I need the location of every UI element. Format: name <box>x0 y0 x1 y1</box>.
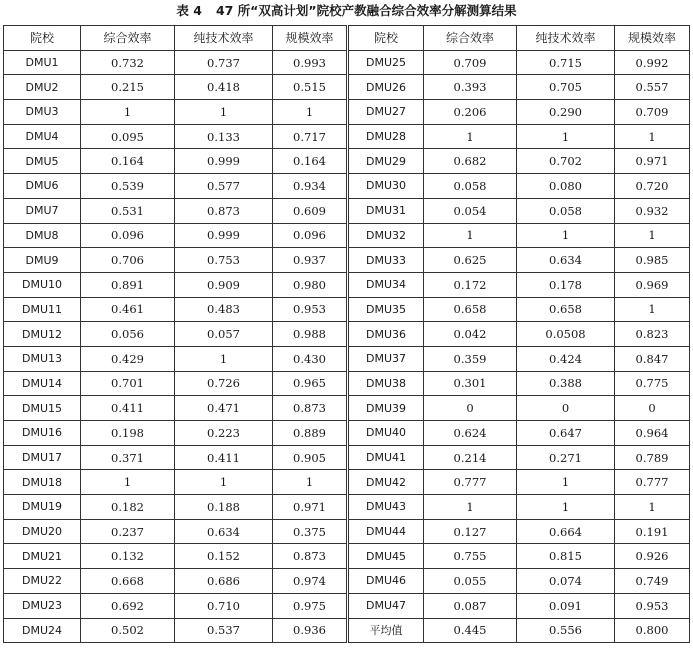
table-row <box>4 223 690 248</box>
cell-scale-efficiency: 0.965 <box>273 371 348 396</box>
cell-school: DMU32 <box>348 223 424 248</box>
cell-pure-technical-efficiency: 0.152 <box>175 544 273 569</box>
cell-scale-efficiency: 0.823 <box>615 322 690 347</box>
cell-pure-technical-efficiency: 0.664 <box>517 519 615 544</box>
cell-overall-efficiency: 0.732 <box>81 50 175 75</box>
cell-school: DMU39 <box>348 396 424 421</box>
header-scale-efficiency: 规模效率 <box>615 26 690 51</box>
cell-scale-efficiency: 0.789 <box>615 445 690 470</box>
cell-school: DMU23 <box>4 593 81 618</box>
cell-overall-efficiency: 0.502 <box>81 618 175 643</box>
header-pure-technical-efficiency: 纯技术效率 <box>175 26 273 51</box>
cell-scale-efficiency: 0.800 <box>615 618 690 643</box>
cell-pure-technical-efficiency: 0.424 <box>517 346 615 371</box>
cell-scale-efficiency: 0.889 <box>273 421 348 446</box>
cell-school: DMU15 <box>4 396 81 421</box>
cell-scale-efficiency: 0.720 <box>615 174 690 199</box>
cell-overall-efficiency: 0.182 <box>81 495 175 520</box>
cell-school: DMU43 <box>348 495 424 520</box>
cell-pure-technical-efficiency: 0.737 <box>175 50 273 75</box>
cell-pure-technical-efficiency: 0.483 <box>175 297 273 322</box>
cell-pure-technical-efficiency: 0.634 <box>517 248 615 273</box>
header-school: 院校 <box>4 26 81 51</box>
cell-overall-efficiency: 0.206 <box>424 100 517 125</box>
efficiency-table <box>3 25 690 643</box>
cell-pure-technical-efficiency: 0.999 <box>175 223 273 248</box>
cell-school: DMU10 <box>4 272 81 297</box>
cell-school: DMU5 <box>4 149 81 174</box>
cell-overall-efficiency: 0.706 <box>81 248 175 273</box>
cell-pure-technical-efficiency: 0.726 <box>175 371 273 396</box>
table-row <box>4 519 690 544</box>
cell-pure-technical-efficiency: 0.080 <box>517 174 615 199</box>
cell-scale-efficiency: 0.932 <box>615 198 690 223</box>
cell-overall-efficiency: 0.668 <box>81 569 175 594</box>
table-row <box>4 371 690 396</box>
cell-pure-technical-efficiency: 0.658 <box>517 297 615 322</box>
cell-pure-technical-efficiency: 0.873 <box>175 198 273 223</box>
cell-overall-efficiency: 0.429 <box>81 346 175 371</box>
table-row <box>4 149 690 174</box>
cell-school: DMU30 <box>348 174 424 199</box>
cell-school: DMU12 <box>4 322 81 347</box>
cell-school: DMU33 <box>348 248 424 273</box>
table-row <box>4 50 690 75</box>
cell-scale-efficiency: 1 <box>273 100 348 125</box>
cell-pure-technical-efficiency: 0.815 <box>517 544 615 569</box>
cell-school: DMU9 <box>4 248 81 273</box>
cell-overall-efficiency: 0.777 <box>424 470 517 495</box>
table-row <box>4 618 690 643</box>
cell-overall-efficiency: 0.445 <box>424 618 517 643</box>
cell-overall-efficiency: 0.042 <box>424 322 517 347</box>
cell-school: DMU21 <box>4 544 81 569</box>
cell-scale-efficiency: 0.375 <box>273 519 348 544</box>
cell-school: DMU44 <box>348 519 424 544</box>
cell-school: DMU4 <box>4 124 81 149</box>
cell-overall-efficiency: 0.164 <box>81 149 175 174</box>
cell-scale-efficiency: 0.992 <box>615 50 690 75</box>
cell-scale-efficiency: 0.993 <box>273 50 348 75</box>
cell-overall-efficiency: 0.755 <box>424 544 517 569</box>
cell-overall-efficiency: 0.087 <box>424 593 517 618</box>
cell-scale-efficiency: 0.873 <box>273 544 348 569</box>
cell-pure-technical-efficiency: 0.999 <box>175 149 273 174</box>
cell-pure-technical-efficiency: 0.710 <box>175 593 273 618</box>
cell-school: DMU35 <box>348 297 424 322</box>
cell-scale-efficiency: 1 <box>615 223 690 248</box>
cell-school: DMU34 <box>348 272 424 297</box>
cell-school: DMU20 <box>4 519 81 544</box>
cell-pure-technical-efficiency: 0.074 <box>517 569 615 594</box>
cell-pure-technical-efficiency: 1 <box>517 124 615 149</box>
cell-overall-efficiency: 0.411 <box>81 396 175 421</box>
table-row <box>4 248 690 273</box>
cell-overall-efficiency: 0.701 <box>81 371 175 396</box>
cell-scale-efficiency: 0.905 <box>273 445 348 470</box>
cell-pure-technical-efficiency: 0.577 <box>175 174 273 199</box>
table-row <box>4 174 690 199</box>
cell-pure-technical-efficiency: 1 <box>517 223 615 248</box>
cell-scale-efficiency: 0.191 <box>615 519 690 544</box>
cell-scale-efficiency: 0.971 <box>273 495 348 520</box>
cell-school: DMU29 <box>348 149 424 174</box>
cell-school: DMU37 <box>348 346 424 371</box>
cell-pure-technical-efficiency: 0.647 <box>517 421 615 446</box>
cell-scale-efficiency: 0.777 <box>615 470 690 495</box>
cell-overall-efficiency: 0.692 <box>81 593 175 618</box>
cell-pure-technical-efficiency: 0 <box>517 396 615 421</box>
table-row <box>4 297 690 322</box>
cell-school: DMU3 <box>4 100 81 125</box>
cell-school: DMU46 <box>348 569 424 594</box>
cell-school: DMU28 <box>348 124 424 149</box>
cell-pure-technical-efficiency: 1 <box>175 100 273 125</box>
cell-overall-efficiency: 0.624 <box>424 421 517 446</box>
cell-pure-technical-efficiency: 0.271 <box>517 445 615 470</box>
cell-scale-efficiency: 0.934 <box>273 174 348 199</box>
cell-school: DMU11 <box>4 297 81 322</box>
cell-pure-technical-efficiency: 0.686 <box>175 569 273 594</box>
header-scale-efficiency: 规模效率 <box>273 26 348 51</box>
cell-overall-efficiency: 1 <box>424 495 517 520</box>
cell-scale-efficiency: 0.609 <box>273 198 348 223</box>
cell-school: DMU38 <box>348 371 424 396</box>
cell-school: DMU2 <box>4 75 81 100</box>
cell-pure-technical-efficiency: 0.057 <box>175 322 273 347</box>
cell-pure-technical-efficiency: 0.178 <box>517 272 615 297</box>
cell-scale-efficiency: 0.969 <box>615 272 690 297</box>
cell-overall-efficiency: 0.709 <box>424 50 517 75</box>
cell-school: DMU41 <box>348 445 424 470</box>
cell-overall-efficiency: 0.058 <box>424 174 517 199</box>
table-row <box>4 421 690 446</box>
cell-scale-efficiency: 0.964 <box>615 421 690 446</box>
cell-overall-efficiency: 0.393 <box>424 75 517 100</box>
cell-school: DMU42 <box>348 470 424 495</box>
cell-overall-efficiency: 0.461 <box>81 297 175 322</box>
cell-pure-technical-efficiency: 0.418 <box>175 75 273 100</box>
cell-pure-technical-efficiency: 0.753 <box>175 248 273 273</box>
cell-pure-technical-efficiency: 0.634 <box>175 519 273 544</box>
cell-pure-technical-efficiency: 0.715 <box>517 50 615 75</box>
table-caption <box>0 2 693 20</box>
cell-school: DMU16 <box>4 421 81 446</box>
cell-overall-efficiency: 0.371 <box>81 445 175 470</box>
cell-scale-efficiency: 0.971 <box>615 149 690 174</box>
cell-overall-efficiency: 0.215 <box>81 75 175 100</box>
cell-scale-efficiency: 1 <box>615 297 690 322</box>
cell-school: DMU18 <box>4 470 81 495</box>
cell-overall-efficiency: 0.658 <box>424 297 517 322</box>
cell-pure-technical-efficiency: 0.556 <box>517 618 615 643</box>
cell-pure-technical-efficiency: 0.702 <box>517 149 615 174</box>
cell-school: DMU1 <box>4 50 81 75</box>
table-row <box>4 322 690 347</box>
cell-scale-efficiency: 1 <box>615 495 690 520</box>
cell-overall-efficiency: 0.531 <box>81 198 175 223</box>
cell-pure-technical-efficiency: 0.411 <box>175 445 273 470</box>
header-school: 院校 <box>348 26 424 51</box>
cell-school: DMU27 <box>348 100 424 125</box>
cell-school: DMU7 <box>4 198 81 223</box>
cell-pure-technical-efficiency: 1 <box>517 470 615 495</box>
cell-overall-efficiency: 0.198 <box>81 421 175 446</box>
header-row <box>4 26 690 51</box>
cell-overall-efficiency: 1 <box>81 100 175 125</box>
cell-pure-technical-efficiency: 1 <box>175 346 273 371</box>
cell-school: 平均值 <box>348 618 424 643</box>
cell-scale-efficiency: 0.980 <box>273 272 348 297</box>
cell-overall-efficiency: 0.682 <box>424 149 517 174</box>
cell-scale-efficiency: 0.974 <box>273 569 348 594</box>
cell-school: DMU6 <box>4 174 81 199</box>
cell-scale-efficiency: 0.709 <box>615 100 690 125</box>
table-row <box>4 272 690 297</box>
cell-overall-efficiency: 0.132 <box>81 544 175 569</box>
cell-pure-technical-efficiency: 0.058 <box>517 198 615 223</box>
cell-scale-efficiency: 0.873 <box>273 396 348 421</box>
cell-pure-technical-efficiency: 0.188 <box>175 495 273 520</box>
cell-overall-efficiency: 0.237 <box>81 519 175 544</box>
cell-school: DMU19 <box>4 495 81 520</box>
cell-overall-efficiency: 0.301 <box>424 371 517 396</box>
cell-school: DMU47 <box>348 593 424 618</box>
cell-scale-efficiency: 0.164 <box>273 149 348 174</box>
table-row <box>4 396 690 421</box>
header-overall-efficiency: 综合效率 <box>424 26 517 51</box>
cell-overall-efficiency: 0.054 <box>424 198 517 223</box>
cell-scale-efficiency: 0.096 <box>273 223 348 248</box>
table-body <box>4 50 690 643</box>
table-row <box>4 470 690 495</box>
table-row <box>4 346 690 371</box>
table-row <box>4 495 690 520</box>
cell-pure-technical-efficiency: 0.133 <box>175 124 273 149</box>
cell-overall-efficiency: 0.359 <box>424 346 517 371</box>
header-pure-technical-efficiency: 纯技术效率 <box>517 26 615 51</box>
cell-overall-efficiency: 1 <box>424 124 517 149</box>
cell-overall-efficiency: 0.096 <box>81 223 175 248</box>
cell-scale-efficiency: 0.926 <box>615 544 690 569</box>
table-row <box>4 198 690 223</box>
cell-scale-efficiency: 0.749 <box>615 569 690 594</box>
cell-school: DMU14 <box>4 371 81 396</box>
cell-pure-technical-efficiency: 0.909 <box>175 272 273 297</box>
table-row <box>4 124 690 149</box>
cell-school: DMU17 <box>4 445 81 470</box>
cell-school: DMU13 <box>4 346 81 371</box>
cell-overall-efficiency: 1 <box>424 223 517 248</box>
cell-scale-efficiency: 1 <box>273 470 348 495</box>
cell-school: DMU31 <box>348 198 424 223</box>
cell-scale-efficiency: 0.936 <box>273 618 348 643</box>
cell-overall-efficiency: 0.127 <box>424 519 517 544</box>
cell-pure-technical-efficiency: 1 <box>175 470 273 495</box>
cell-pure-technical-efficiency: 0.290 <box>517 100 615 125</box>
cell-overall-efficiency: 0.056 <box>81 322 175 347</box>
header-overall-efficiency: 综合效率 <box>81 26 175 51</box>
cell-pure-technical-efficiency: 1 <box>517 495 615 520</box>
cell-school: DMU40 <box>348 421 424 446</box>
cell-school: DMU36 <box>348 322 424 347</box>
cell-scale-efficiency: 1 <box>615 124 690 149</box>
cell-overall-efficiency: 0 <box>424 396 517 421</box>
cell-pure-technical-efficiency: 0.537 <box>175 618 273 643</box>
cell-overall-efficiency: 0.055 <box>424 569 517 594</box>
cell-school: DMU24 <box>4 618 81 643</box>
cell-school: DMU22 <box>4 569 81 594</box>
cell-school: DMU25 <box>348 50 424 75</box>
cell-overall-efficiency: 0.625 <box>424 248 517 273</box>
cell-scale-efficiency: 0.430 <box>273 346 348 371</box>
cell-overall-efficiency: 0.539 <box>81 174 175 199</box>
cell-scale-efficiency: 0.988 <box>273 322 348 347</box>
cell-scale-efficiency: 0.953 <box>273 297 348 322</box>
cell-pure-technical-efficiency: 0.705 <box>517 75 615 100</box>
cell-school: DMU45 <box>348 544 424 569</box>
table-row <box>4 75 690 100</box>
cell-scale-efficiency: 0.515 <box>273 75 348 100</box>
table-row <box>4 569 690 594</box>
cell-overall-efficiency: 0.214 <box>424 445 517 470</box>
cell-scale-efficiency: 0.775 <box>615 371 690 396</box>
table-row <box>4 100 690 125</box>
table-row <box>4 544 690 569</box>
cell-scale-efficiency: 0.847 <box>615 346 690 371</box>
table-row <box>4 593 690 618</box>
cell-pure-technical-efficiency: 0.388 <box>517 371 615 396</box>
cell-overall-efficiency: 0.095 <box>81 124 175 149</box>
cell-scale-efficiency: 0.937 <box>273 248 348 273</box>
cell-scale-efficiency: 0.953 <box>615 593 690 618</box>
cell-pure-technical-efficiency: 0.223 <box>175 421 273 446</box>
cell-scale-efficiency: 0 <box>615 396 690 421</box>
cell-overall-efficiency: 1 <box>81 470 175 495</box>
cell-pure-technical-efficiency: 0.0508 <box>517 322 615 347</box>
table-number: 表 4 <box>176 3 202 18</box>
cell-overall-efficiency: 0.891 <box>81 272 175 297</box>
cell-scale-efficiency: 0.557 <box>615 75 690 100</box>
cell-pure-technical-efficiency: 0.471 <box>175 396 273 421</box>
cell-pure-technical-efficiency: 0.091 <box>517 593 615 618</box>
cell-scale-efficiency: 0.975 <box>273 593 348 618</box>
cell-school: DMU26 <box>348 75 424 100</box>
cell-overall-efficiency: 0.172 <box>424 272 517 297</box>
cell-scale-efficiency: 0.985 <box>615 248 690 273</box>
cell-school: DMU8 <box>4 223 81 248</box>
table-title: 47 所“双高计划”院校产教融合综合效率分解测算结果 <box>215 3 517 18</box>
table-row <box>4 445 690 470</box>
cell-scale-efficiency: 0.717 <box>273 124 348 149</box>
